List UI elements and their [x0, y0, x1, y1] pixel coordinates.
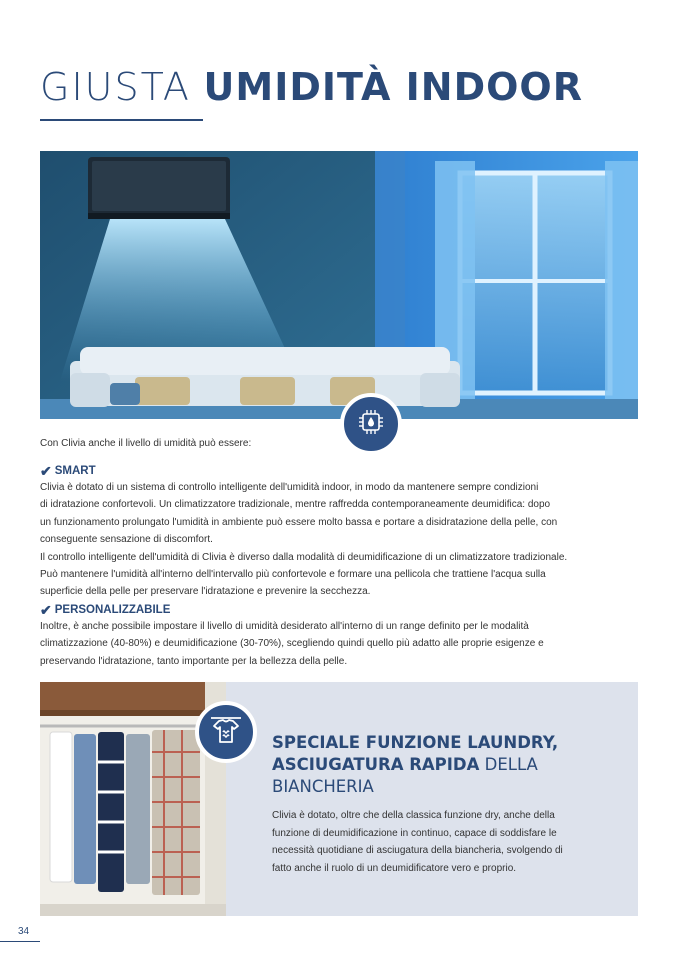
page-number-rule	[0, 941, 40, 942]
laundry-title-bold: ASCIUGATURA RAPIDA	[272, 755, 480, 774]
page-title	[40, 62, 583, 110]
checkmark-icon: ✔	[40, 463, 52, 479]
smart-line: un funzionamento prolungato l'umidità in ambiente può essere molto bassa e portare a disidratazione della pelle, con	[40, 516, 558, 528]
smart-paragraph	[40, 479, 638, 601]
laundry-title-line3: BIANCHERIA	[272, 777, 374, 796]
custom-paragraph	[40, 618, 638, 670]
smart-line: superficie della pelle per preservare l'idratazione e prevenire la secchezza.	[40, 586, 371, 598]
humidity-chip-icon	[356, 407, 386, 442]
humidity-badge	[340, 393, 402, 455]
page-number: 34	[18, 926, 30, 937]
hero-image	[40, 151, 638, 419]
smart-heading	[40, 464, 96, 478]
smart-line: Può mantenere l'umidità all'interno dell'intervallo più confortevole e formare una pellicola che trattiene l'acqua sulla	[40, 569, 546, 581]
smart-line: di idratazione confortevoli. Un climatizzatore tradizionale, mentre raffredda contemporaneamente deumidifica: dopo	[40, 499, 551, 511]
laundry-line: fatto anche il ruolo di un deumidificatore vero e proprio.	[272, 862, 517, 874]
smart-line: Clivia è dotato di un sistema di controllo intelligente dell'umidità indoor, in modo da mantenere sempre condizioni	[40, 482, 539, 493]
intro-text: Con Clivia anche il livello di umidità può essere:	[40, 438, 252, 449]
smart-line: Il controllo intelligente dell'umidità di Clivia è diverso dalla modalità di deumidificazione di un climatizzatore tradizionale.	[40, 551, 568, 563]
laundry-title	[272, 732, 558, 798]
smart-heading-label: SMART	[54, 465, 96, 477]
laundry-panel	[40, 682, 638, 916]
checkmark-icon: ✔	[40, 602, 52, 618]
title-light: GIUSTA	[40, 65, 191, 109]
laundry-line: Clivia è dotato, oltre che della classica funzione dry, anche della	[272, 810, 555, 821]
title-bold: UMIDITÀ INDOOR	[203, 65, 583, 109]
smart-line: conseguente sensazione di discomfort.	[40, 534, 213, 546]
title-underline	[40, 119, 203, 121]
custom-line: climatizzazione (40-80%) e deumidificazione (30-70%), scegliendo quindi quello più adatto alle proprie esigenze e	[40, 638, 544, 650]
laundry-title-light: DELLA	[484, 755, 538, 774]
laundry-paragraph	[272, 807, 606, 877]
laundry-line: funzione di deumidificazione in continuo, capace di soddisfare le	[272, 827, 557, 839]
custom-line: Inoltre, è anche possibile impostare il livello di umidità desiderato all'interno di un range definito per le modalità	[40, 621, 529, 632]
custom-heading	[40, 603, 170, 617]
laundry-line: necessità quotidiane di asciugatura della biancheria, svolgendo di	[272, 845, 563, 856]
custom-heading-label: PERSONALIZZABILE	[54, 604, 171, 616]
tshirt-drying-icon	[208, 712, 244, 753]
laundry-title-line1: SPECIALE FUNZIONE LAUNDRY,	[272, 733, 559, 752]
custom-line: preservando l'idratazione, tanto importante per la bellezza della pelle.	[40, 655, 348, 667]
laundry-badge	[195, 701, 257, 763]
